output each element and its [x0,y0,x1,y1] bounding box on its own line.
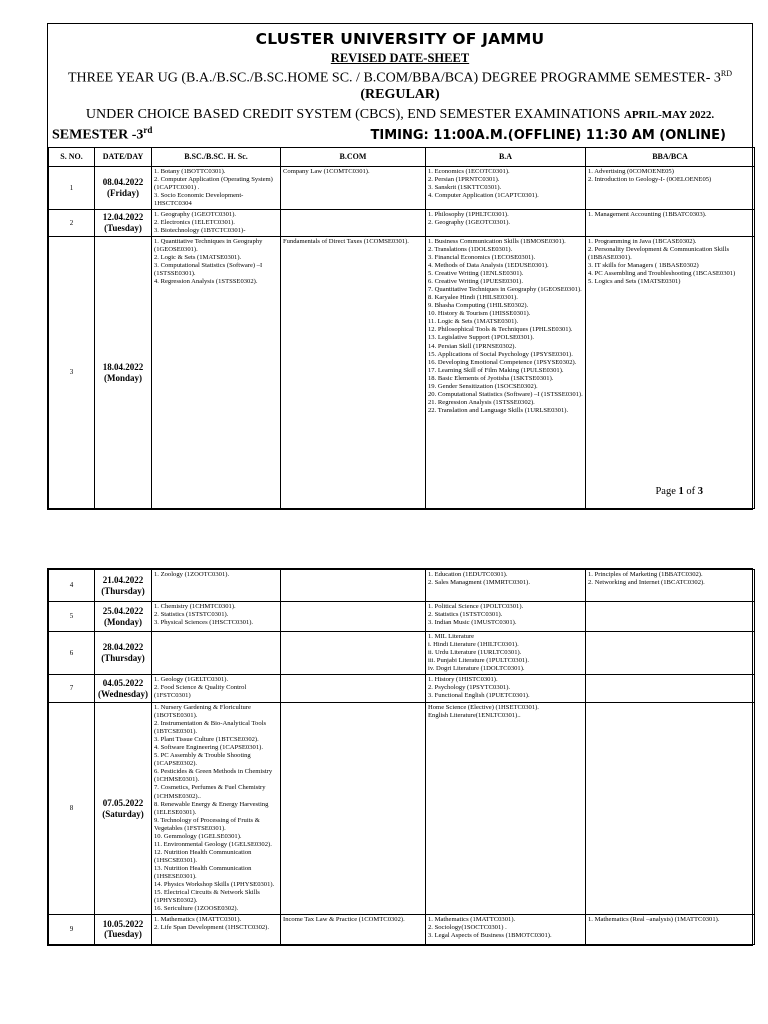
paper-item: 10. History & Tourism (1HISSE0301). [428,310,531,318]
programme-line-1: THREE YEAR UG (B.A./B.SC./B.SC.HOME SC. / B.COM/BBA/BCA) DEGREE PROGRAMME SEMESTER- 3RD (REGULAR) [67,69,733,103]
exam-date: 25.04.2022 [102,605,144,616]
paper-item: 1. Zoology (1ZOOTC0301). [154,571,230,578]
paper-item: ii. Urdu Literature (1URLTC0301). [428,649,522,657]
paper-item: iii. Punjabi Literature (1PULTC0301). [428,657,530,665]
page-2 [47,568,753,946]
table-row [49,675,755,703]
cell-bcom [281,632,426,675]
row-date [95,914,152,944]
cell-bsc [152,237,281,509]
paper-item: 1. Geography (1GEOTC0301). [154,211,237,219]
datesheet-table-page-2 [48,569,755,945]
paper-item: 4. PC Assembling and Troubleshooting (1BCASE0301) [588,270,736,278]
row-date [95,237,152,509]
exam-day: (Friday) [107,187,139,198]
row-sno: 6 [49,632,95,675]
cell-bcom [281,675,426,703]
row-sno: 5 [49,602,95,632]
row-date [95,570,152,602]
paper-item: 2. Psychology (1PSYTC0301). [428,684,511,692]
paper-item: 4. Computer Application (1CAPTC0301). [428,191,539,199]
paper-item: 2. Geography (1GEOTC0301). [428,219,511,227]
table-row [49,703,755,915]
cell-ba [426,914,586,944]
paper-item: 7. Cosmetics, Perfumes & Fuel Chemistry (1CHMSE0302).. [154,784,266,800]
cell-bba [586,166,755,209]
paper-item: 3. Financial Economics (1ECOSE0301). [428,254,536,262]
paper-item: 3. Biotechnology (1BTCTC0301)- [154,227,246,235]
paper-item: 1. Mathematics (1MATTC0301). [154,915,242,923]
row-date [95,632,152,675]
cell-bcom [281,237,426,509]
paper-item: 15. Applications of Social Psychology (1PSYSE0301). [428,350,573,358]
exam-day: (Saturday) [102,808,144,819]
paper-item: 9. Technology of Processing of Fruits & Vegetables (1FSTSE0301). [154,816,260,832]
document-header [48,24,752,123]
cell-bba [586,632,755,675]
exam-date: 10.05.2022 [102,918,144,929]
row-sno: 8 [49,703,95,915]
paper-item: 2. Persian (1PRNTC0301). [428,175,500,183]
paper-item: 1. Nursery Gardening & Floriculture (1BOTSE0301). [154,704,251,720]
cell-ba [426,675,586,703]
paper-item: 1. Principles of Marketing (1BBATC0302). [588,571,703,578]
paper-item: 2. Sales Managment (1MMRTC0301). [428,579,530,587]
paper-item: 1. Business Communication Skills (1BMOSE0301). [428,238,566,246]
paper-item: 1. Philosophy (1PHLTC0301). [428,211,509,219]
cell-bba [586,570,755,602]
paper-item: 4. Methods of Data Analysis (1EDUSE0301). [428,262,549,270]
cell-bsc [152,166,281,209]
exam-date: 07.05.2022 [102,797,144,808]
table-row [49,237,755,509]
cell-ba [426,237,586,509]
paper-item: 11. Environmental Geology (1GELSE0302). [154,840,272,848]
paper-item: 5. PC Assembly & Trouble Shooting (1CAPSE0302). [154,752,251,768]
paper-item: 8. Karyalee Hindi (1HILSE0301). [428,294,518,302]
paper-item: English Literature(1ENLTC0301).. [428,712,521,720]
paper-item: 2. Networking and Internet (1BCATC0302). [588,579,705,587]
paper-item: 1. Quantitative Techniques in Geography (1GEOSE0301). [154,238,263,254]
university-name: CLUSTER UNIVERSITY OF JAMMU [255,30,545,48]
paper-item: 6. Pesticides & Green Methods in Chemistry (1CHMSE0301). [154,768,273,784]
paper-item: 15. Electrical Circuits & Network Skills (1PHYSE0302). [154,888,260,904]
col-bba: BBA/BCA [586,147,755,166]
page-1 [47,23,753,510]
paper-item: 1. Education (1EDUTC0301). [428,571,508,578]
cell-ba [426,703,586,915]
cell-bba [586,914,755,944]
cell-bba [586,675,755,703]
row-date [95,675,152,703]
cell-bcom [281,166,426,209]
exam-day: (Thursday) [101,585,145,596]
paper-item: Income Tax Law & Practice (1COMTC0302). [283,915,405,923]
semester-row [48,123,752,147]
exam-day: (Tuesday) [104,929,142,940]
row-date [95,703,152,915]
cell-bcom [281,210,426,237]
paper-item: 4. Regression Analysis (1STSSE0302). [154,278,258,286]
cell-bba [586,237,755,509]
paper-item: 3. Socio Economic Development-1HSCTC0304 [154,191,244,207]
cell-ba [426,210,586,237]
paper-item: 10. Gemmology (1GELSE0301). [154,832,242,840]
cell-ba [426,570,586,602]
exam-date: 04.05.2022 [102,677,144,688]
page-number: Page 1 of 3 [655,486,703,497]
paper-item: 1. Mathematics (1MATTC0301). [428,915,516,923]
paper-item: 2. Personality Development & Communication Skills (1BBASE0301). [588,246,730,262]
cell-bcom [281,914,426,944]
paper-item: 18. Basic Elements of Jyotisha (1SKTSE0301). [428,374,554,382]
paper-item: 13. Legislative Support (1POLSE0301). [428,334,535,342]
table-row [49,914,755,944]
exam-date: 18.04.2022 [102,361,144,372]
col-bsc: B.SC./B.SC. H. Sc. [152,147,281,166]
paper-item: 11. Logic & Sets (1MATSE0301). [428,318,519,326]
paper-item: 1. Geology (1GELTC0301). [154,676,229,684]
table-row [49,166,755,209]
paper-item: Fundamentals of Direct Taxes (1COMSE0301). [283,238,409,246]
paper-item: 3. Indian Music (1MUSTC0301). [428,619,517,627]
cell-bsc [152,914,281,944]
paper-item: 1. Advertising (0COMOENE05) [588,167,674,175]
exam-date: 08.04.2022 [102,177,144,188]
exam-date: 28.04.2022 [102,642,144,653]
programme-line-2: UNDER CHOICE BASED CREDIT SYSTEM (CBCS), END SEMESTER EXAMINATIONS APRIL-MAY 2022. [85,106,715,122]
cell-bba [586,210,755,237]
cell-bba [586,703,755,915]
cell-ba [426,166,586,209]
paper-item: 2. Statistics (1STSTC0301). [428,611,503,619]
col-sno: S. NO. [49,147,95,166]
cell-ba [426,632,586,675]
paper-item: 1. Programming in Java (1BCASE0302). [588,238,697,246]
row-date [95,210,152,237]
row-sno: 7 [49,675,95,703]
table-row [49,210,755,237]
paper-item: 2. Food Science & Quality Control (1FSTC0301) [154,684,247,700]
table-row [49,602,755,632]
datesheet-table-page-1 [48,147,755,509]
revised-title: REVISED DATE-SHEET [330,51,470,65]
paper-item: 1. Chemistry (1CHMTC0301). [154,603,236,610]
paper-item: 3. IT skills for Managers ( 1BBASE0302) [588,262,699,270]
paper-item: 16. Developing Emotional Competence (1PSYSE0302). [428,358,577,366]
cell-bsc [152,210,281,237]
cell-bsc [152,570,281,602]
exam-date: 21.04.2022 [102,574,144,585]
paper-item: 3. Functional English (1PUETC0301). [428,692,530,700]
paper-item: 1. History (1HISTC0301). [428,676,498,684]
paper-item: Company Law (1COMTC0301). [283,167,370,175]
paper-item: 1. Management Accounting (1BBATC0303). [588,211,707,219]
cell-bcom [281,570,426,602]
cell-bcom [281,602,426,632]
row-sno: 9 [49,914,95,944]
timing-label: TIMING: 11:00A.M.(OFFLINE) 11:30 AM (ONLINE) [370,127,726,143]
paper-item: 1. Mathematics (Real –analysis) (1MATTC0301). [588,915,720,923]
paper-item: 3. Physical Sciences (1HSCTC0301). [154,619,254,627]
paper-item: 1. Political Science (1POLTC0301). [428,603,524,610]
row-sno: 2 [49,210,95,237]
paper-item: 14. Persian Skill (1PRNSE0302). [428,342,517,350]
cell-bcom [281,703,426,915]
paper-item: 17. Learning Skill of Film Making (1PULSE0301). [428,366,564,374]
paper-item: 13. Nutrition Health Communication (1HSESE0301). [154,864,252,880]
paper-item: 2. Statistics (1STSTC0301). [154,611,229,619]
paper-item: 9. Bhasha Computing (1HILSE0302). [428,302,529,310]
paper-item: 8. Renewable Energy & Energy Harvesting (1ELESE0301). [154,800,269,816]
paper-item: 12. Philosophical Tools & Techniques (1PHLSE0301). [428,326,573,334]
paper-item: 3. Computational Statistics (Software) –I (1STSSE0301). [154,262,263,278]
paper-item: 3. Sanskrit (1SKTTC0301). [428,183,502,191]
table-row [49,570,755,602]
paper-item: 19. Gender Sensitization (1SOCSE0302). [428,382,538,390]
col-bcom: B.COM [281,147,426,166]
paper-item: 12. Nutrition Health Communication (1HSCSE0301). [154,848,252,864]
cell-bsc [152,602,281,632]
row-date [95,602,152,632]
cell-bsc [152,703,281,915]
paper-item: 2. Electronics (1ELETC0301). [154,219,235,227]
exam-day: (Monday) [104,616,142,627]
paper-item: iv. Dogri Literature (1DOLTC0301). [428,665,525,673]
exam-day: (Monday) [104,372,142,383]
cell-ba [426,602,586,632]
paper-item: 1. MIL Literature [428,633,475,640]
paper-item: 1. Economics (1ECOTC0301). [428,167,510,175]
paper-item: 5. Creative Writing (1ENLSE0301). [428,270,524,278]
cell-bsc [152,675,281,703]
paper-item: 2. Introduction to Geology-I- (0OELOENE05) [588,175,712,183]
row-sno: 3 [49,237,95,509]
exam-day: (Thursday) [101,653,145,664]
paper-item: 1. Botany (1BOTTC0301). [154,167,226,175]
paper-item: i. Hindi Literature (1HILTC0301). [428,641,519,649]
paper-item: Home Science (Elective) (1HSETC0301). [428,704,539,712]
paper-item: 14. Physics Workshop Skills (1PHYSE0301). [154,880,275,888]
paper-item: 3. Legal Aspects of Business (1BMOTC0301). [428,932,552,940]
paper-item: 16. Sericulture (1ZOOSE0302). [154,904,239,912]
exam-day: (Wednesday) [97,688,148,699]
semester-label: SEMESTER -3rd [52,125,153,143]
col-ba: B.A [426,147,586,166]
paper-item: 2. Life Span Development (1HSCTC0302). [154,924,270,931]
row-sno: 4 [49,570,95,602]
exam-date: 12.04.2022 [102,212,144,223]
row-sno: 1 [49,166,95,209]
paper-item: 4. Software Engineering (1CAPSE0301). [154,744,263,752]
cell-bsc [152,632,281,675]
paper-item: 2. Instrumentation & Bio-Analytical Tools (1BTCSE0301). [154,720,267,736]
paper-item: 3. Plant Tissue Culture (1BTCSE0302). [154,736,259,744]
table-row [49,632,755,675]
paper-item: 22. Translation and Language Skills (1URLSE0301). [428,406,569,414]
col-date: DATE/DAY [95,147,152,166]
paper-item: 2. Logic & Sets (1MATSE0301). [154,254,242,262]
table-header-row [49,147,755,166]
paper-item: 21. Regression Analysis (1STSSE0302). [428,398,535,406]
cell-bba [586,602,755,632]
exam-day: (Tuesday) [104,223,142,234]
paper-item: 6. Creative Writing (1PUESE0301). [428,278,524,286]
row-date [95,166,152,209]
paper-item: 2. Computer Application (Operating System)(1CAPTC0301) . [154,175,273,191]
paper-item: 7. Quantitative Techniques in Geography (1GEOSE0301). [428,286,582,294]
paper-item: 5. Logics and Sets (1MATSE0301) [588,278,681,286]
paper-item: 2. Sociology(1SOCTC0301) . [428,924,507,931]
paper-item: 2. Translations (1DOLSE0301). [428,246,513,254]
paper-item: 20. Computational Statistics (Software) –I (1STSSE0301). [428,390,583,398]
